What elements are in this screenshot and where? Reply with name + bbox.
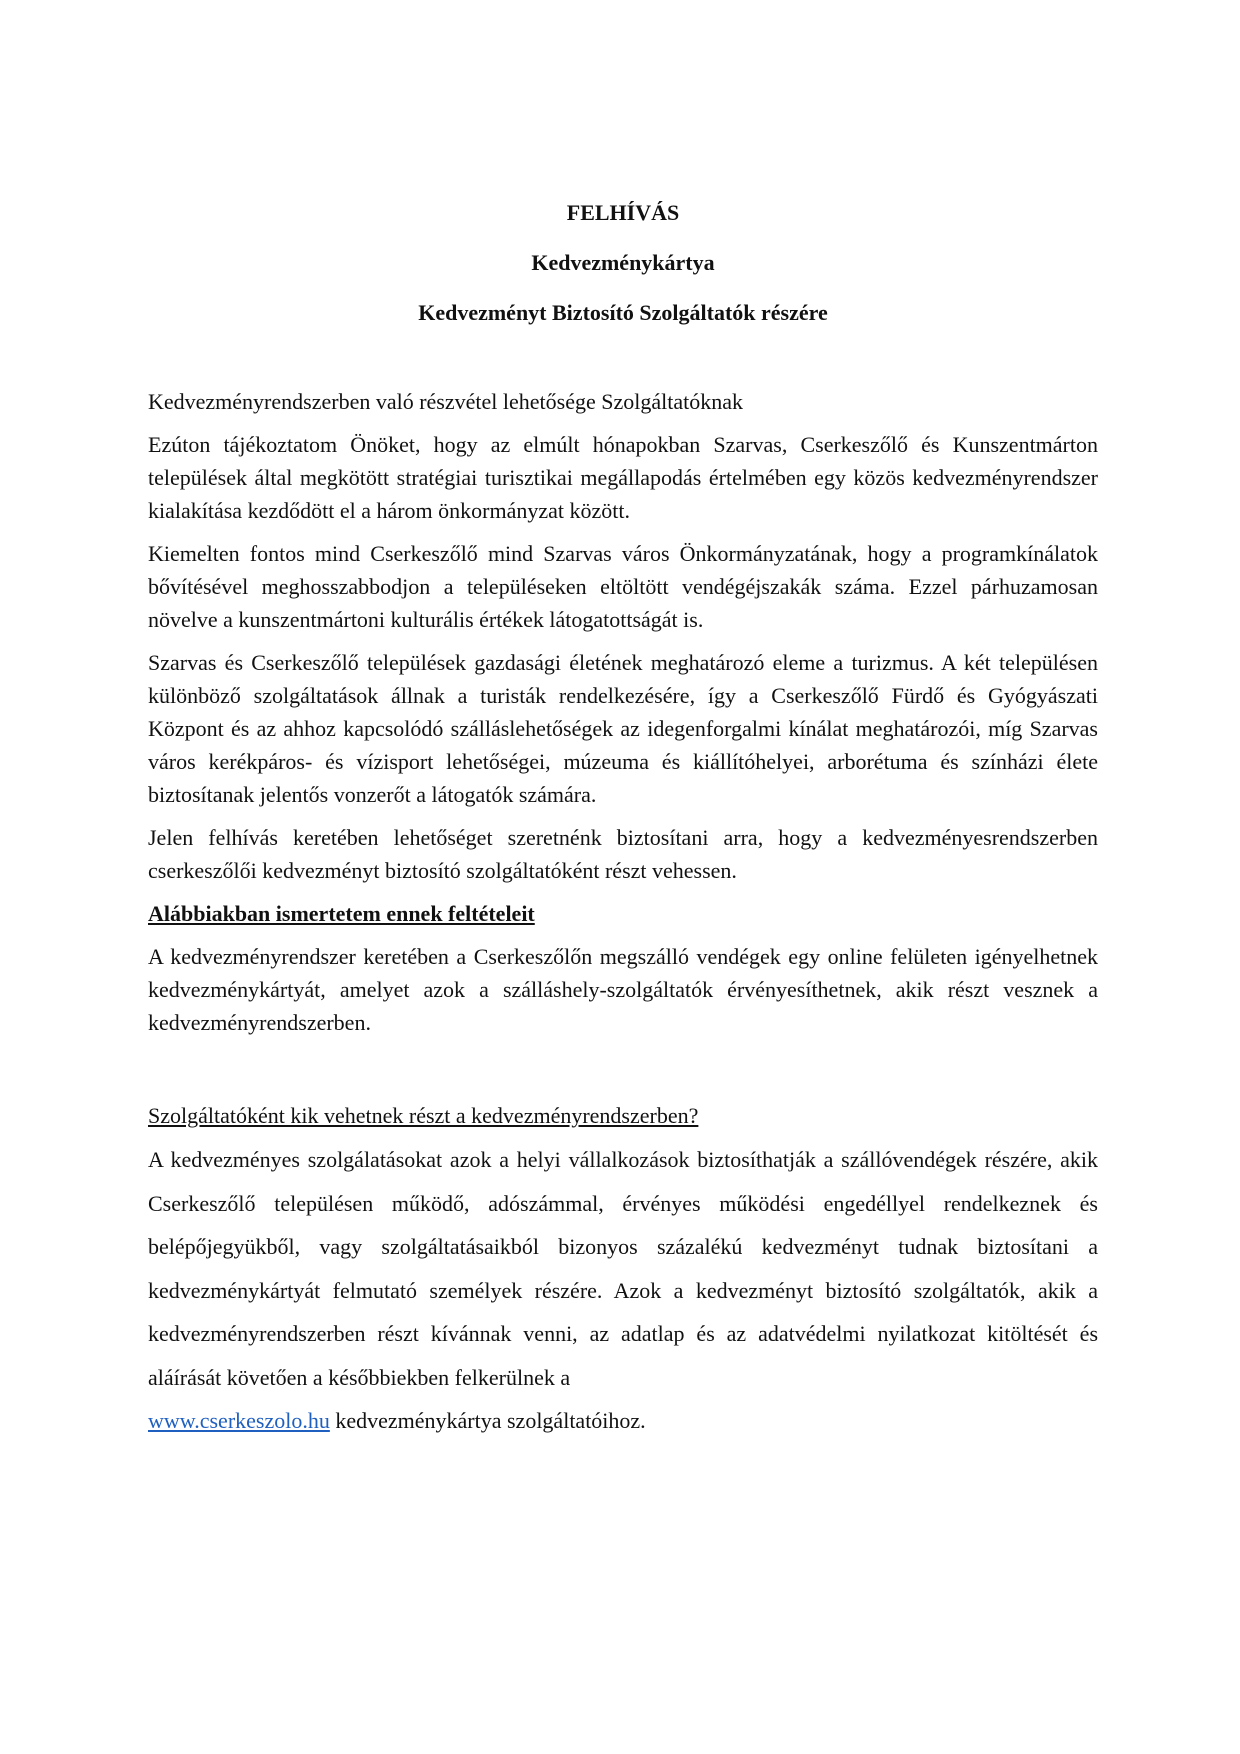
paragraph-5: A kedvezményrendszer keretében a Cserkeszőlőn megszálló vendégek egy online felületen igényelhetnek kedvezménykártyát, amelyet azok a szálláshely-szolgáltatók érvényesíthetnek, akik részt vesznek a kedvezményrendszerben. <box>148 944 1098 1035</box>
paragraph-1: Ezúton tájékoztatom Önöket, hogy az elmúlt hónapokban Szarvas, Cserkeszőlő és Kunszentmárton települések által megkötött stratégiai turisztikai megállapodás értelmében egy közös kedvezményrendszer kialakítása kezdődött el a három önkormányzat között. <box>148 432 1098 523</box>
paragraph-3: Szarvas és Cserkeszőlő települések gazdasági életének meghatározó eleme a turizmus. A két településen különböző szolgáltatások állnak a turisták rendelkezésére, így a Cserkeszőlő Fürdő és Gyógyászati Központ és az ahhoz kapcsolódó szálláslehetőségek az idegenforgalmi kínálat meghatározói, míg Szarvas város kerékpáros- és vízisport lehetőségei, múzeuma és kiállítóhelyei, arborétuma és színházi élete biztosítanak jelentős vonzerőt a látogatók számára. <box>148 650 1098 807</box>
intro-line: Kedvezményrendszerben való részvétel lehetősége Szolgáltatóknak <box>148 389 743 414</box>
document-subtitle-secondary: Kedvezményt Biztosító Szolgáltatók részére <box>418 300 828 325</box>
document-subtitle: Kedvezménykártya <box>531 250 715 275</box>
paragraph-6-text: A kedvezményes szolgálatásokat azok a helyi vállalkozások biztosíthatják a szállóvendégek részére, akik Cserkeszőlő településen működő, adószámmal, érvényes működési engedéllyel rendelkeznek és belépőjegyükből, vagy szolgáltatásaikból bizonyos százalékú kedvezményt tudnak biztosítani a kedvezménykártyát felmutató személyek részére. Azok a kedvezményt biztosító szolgáltatók, akik a kedvezményrendszerben részt kívánnak venni, az adatlap és az adatvédelmi nyilatkozat kitöltését és aláírását követően a későbbiekben felkerülnek a <box>148 1147 1098 1390</box>
conditions-heading: Alábbiakban ismertetem ennek feltételeit <box>148 901 535 926</box>
section-spacer <box>148 1049 1098 1099</box>
paragraph-6-end: kedvezménykártya szolgáltatóihoz. <box>329 1408 646 1433</box>
document-title: FELHÍVÁS <box>566 200 680 225</box>
paragraph-4: Jelen felhívás keretében lehetőséget szeretnénk biztosítani arra, hogy a kedvezményesrendszerben cserkeszőlői kedvezményt biztosító szolgáltatóként részt vehessen. <box>148 825 1098 883</box>
providers-heading: Szolgáltatóként kik vehetnek részt a kedvezményrendszerben? <box>148 1103 699 1128</box>
paragraph-6 <box>148 1138 1098 1443</box>
paragraph-2: Kiemelten fontos mind Cserkeszőlő mind Szarvas város Önkormányzatának, hogy a programkínálatok bővítésével meghosszabbodjon a településeken eltöltött vendégéjszakák száma. Ezzel párhuzamosan növelve a kunszentmártoni kulturális értékek látogatottságát is. <box>148 541 1098 632</box>
website-link[interactable]: www.cserkeszolo.hu <box>148 1408 330 1433</box>
document-body <box>148 196 1098 1453</box>
